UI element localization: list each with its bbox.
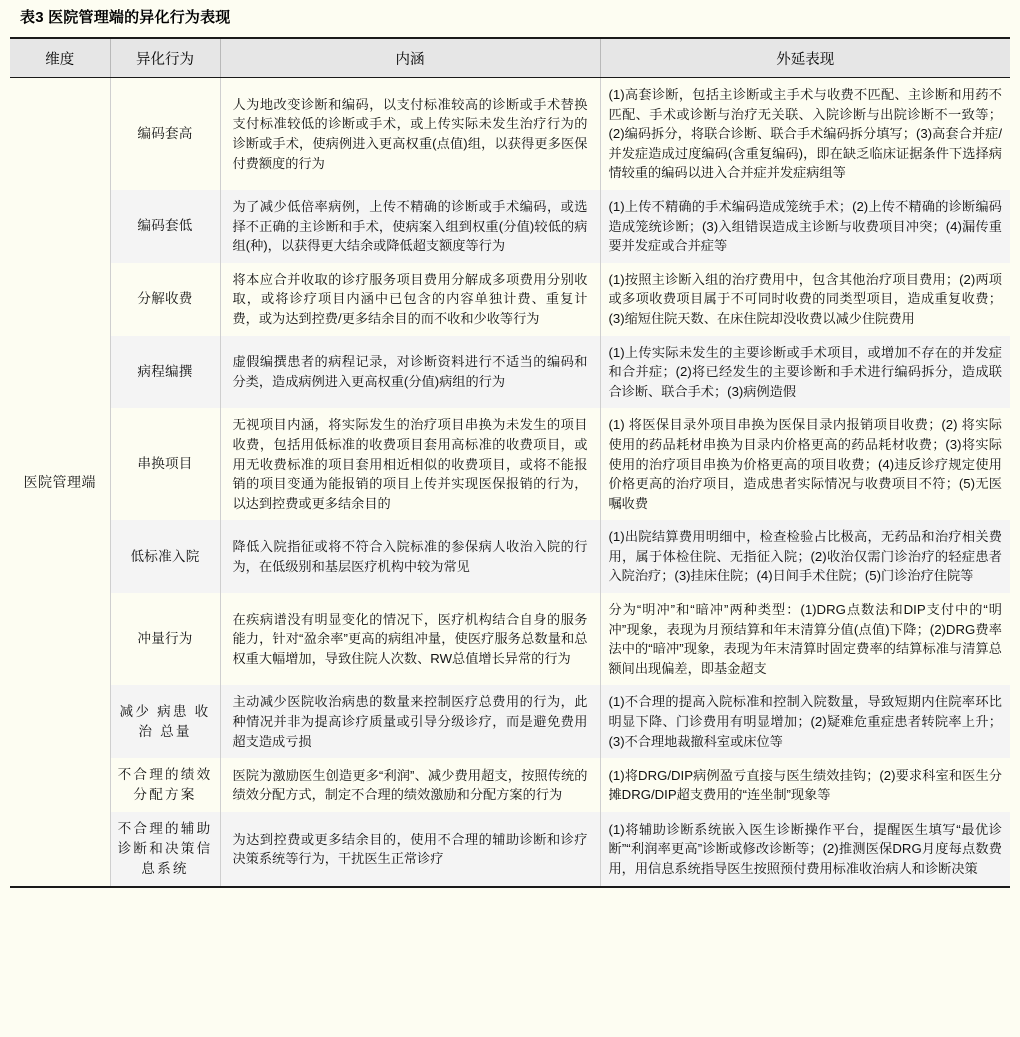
behavior-cell: 病程编撰 [110, 336, 220, 409]
column-header-connotation: 内涵 [220, 38, 600, 78]
behavior-cell: 不合理的绩效 分配方案 [110, 758, 220, 812]
extension-cell: (1)将DRG/DIP病例盈亏直接与医生绩效挂钩；(2)要求科室和医生分摊DRG/DIP超支费用的“连坐制”现象等 [600, 758, 1010, 812]
behavior-cell: 不合理的辅助 诊断和决策信 息系统 [110, 812, 220, 887]
connotation-cell: 将本应合并收取的诊疗服务项目费用分解成多项费用分别收取，或将诊疗项目内涵中已包含的内容单独计费、重复计费，或为达到控费/更多结余目的而不收和少收等行为 [220, 263, 600, 336]
table-body [10, 78, 1010, 888]
extension-cell: (1)高套诊断，包括主诊断或主手术与收费不匹配、主诊断和用药不匹配、手术或诊断与治疗无关联、入院诊断与出院诊断不一致等；(2)编码拆分，将联合诊断、联合手术编码拆分填写；(3)高套合并症/并发症造成过度编码(含重复编码)，即在缺乏临床证据条件下选择病情较重的编码以进入合并症并发症病组等 [600, 78, 1010, 190]
table-row [10, 263, 1010, 336]
extension-cell: (1)上传实际未发生的主要诊断或手术项目，或增加不存在的并发症和合并症；(2)将已经发生的主要诊断和手术进行编码拆分，造成联合诊断、联合手术；(3)病例造假 [600, 336, 1010, 409]
table-row [10, 812, 1010, 887]
extension-cell: (1)上传不精确的手术编码造成笼统手术；(2)上传不精确的诊断编码造成笼统诊断；(3)入组错误造成主诊断与收费项目冲突；(4)漏传重要并发症或合并症等 [600, 190, 1010, 263]
column-header-behavior: 异化行为 [110, 38, 220, 78]
connotation-cell: 在疾病谱没有明显变化的情况下，医疗机构结合自身的服务能力，针对“盈余率”更高的病组冲量，使医疗服务总数量和总权重大幅增加，导致住院人次数、RW总值增长异常的行为 [220, 593, 600, 685]
table-row [10, 336, 1010, 409]
connotation-cell: 无视项目内涵，将实际发生的治疗项目串换为未发生的项目收费，包括用低标准的收费项目套用高标准的收费项目，或用无收费标准的项目套用相近相似的收费项目，或将不能报销的项目变通为能报销的项目上传并实现医保报销的行为，以达到控费或更多结余目的 [220, 408, 600, 520]
connotation-cell: 医院为激励医生创造更多“利润”、减少费用超支，按照传统的绩效分配方式，制定不合理的绩效激励和分配方案的行为 [220, 758, 600, 812]
connotation-cell: 为达到控费或更多结余目的，使用不合理的辅助诊断和诊疗决策系统等行为，干扰医生正常诊疗 [220, 812, 600, 887]
connotation-cell: 降低入院指征或将不符合入院标准的参保病人收治入院的行为，在低级别和基层医疗机构中较为常见 [220, 520, 600, 593]
table-header [10, 38, 1010, 78]
extension-cell: (1)不合理的提高入院标准和控制入院数量，导致短期内住院率环比明显下降、门诊费用有明显增加；(2)疑难危重症患者转院率上升；(3)不合理地裁撤科室或床位等 [600, 685, 1010, 758]
connotation-cell: 虚假编撰患者的病程记录，对诊断资料进行不适当的编码和分类，造成病例进入更高权重(分值)病组的行为 [220, 336, 600, 409]
connotation-cell: 主动减少医院收治病患的数量来控制医疗总费用的行为，此种情况并非为提高诊疗质量或引导分级诊疗，而是避免费用超支造成亏损 [220, 685, 600, 758]
table-row [10, 408, 1010, 520]
table-caption: 表3 医院管理端的异化行为表现 [20, 9, 231, 26]
behavior-cell: 减少 病患 收治 总量 [110, 685, 220, 758]
column-header-extension: 外延表现 [600, 38, 1010, 78]
table-row [10, 78, 1010, 190]
alienation-behavior-table [10, 37, 1010, 888]
behavior-cell: 串换项目 [110, 408, 220, 520]
extension-cell: (1)出院结算费用明细中，检查检验占比极高，无药品和治疗相关费用，属于体检住院、无指征入院；(2)收治仅需门诊治疗的轻症患者入院治疗；(3)挂床住院；(4)日间手术住院；(5)门诊治疗住院等 [600, 520, 1010, 593]
behavior-cell: 冲量行为 [110, 593, 220, 685]
connotation-cell: 人为地改变诊断和编码，以支付标准较高的诊断或手术替换支付标准较低的诊断或手术，或上传实际未发生治疗行为的诊断或手术，使病例进入更高权重(点值)组，以获得更多医保付费额度的行为 [220, 78, 600, 190]
dimension-cell [10, 78, 110, 888]
extension-cell: (1) 将医保目录外项目串换为医保目录内报销项目收费；(2) 将实际使用的药品耗材串换为目录内价格更高的药品耗材收费；(3)将实际使用的治疗项目串换为价格更高的项目收费；(4)违反诊疗规定使用价格更高的治疗项目，造成患者实际情况与收费项目不符；(5)无医嘱收费 [600, 408, 1010, 520]
extension-cell: 分为“明冲”和“暗冲”两种类型：(1)DRG点数法和DIP支付中的“明冲”现象，表现为月预结算和年末清算分值(点值)下降；(2)DRG费率法中的“暗冲”现象，表现为年末清算时固定费率的结算标准与清算总额间出现偏差，即基金超支 [600, 593, 1010, 685]
table-row [10, 685, 1010, 758]
table-row [10, 758, 1010, 812]
connotation-cell: 为了减少低倍率病例，上传不精确的诊断或手术编码，或选择不正确的主诊断和手术，使病案入组到权重(分值)较低的病组(种)，以获得更大结余或降低超支额度等行为 [220, 190, 600, 263]
behavior-cell: 低标准入院 [110, 520, 220, 593]
table-row [10, 190, 1010, 263]
header-row [10, 38, 1010, 78]
table-row [10, 593, 1010, 685]
extension-cell: (1)按照主诊断入组的治疗费用中，包含其他治疗项目费用；(2)两项或多项收费项目属于不可同时收费的同类型项目，造成重复收费；(3)缩短住院天数、在床住院却没收费以减少住院费用 [600, 263, 1010, 336]
behavior-cell: 分解收费 [110, 263, 220, 336]
column-header-dimension: 维度 [10, 38, 110, 78]
behavior-cell: 编码套高 [110, 78, 220, 190]
behavior-cell: 编码套低 [110, 190, 220, 263]
dimension-label: 医院管理端 [23, 473, 96, 490]
table-row [10, 520, 1010, 593]
extension-cell: (1)将辅助诊断系统嵌入医生诊断操作平台，提醒医生填写“最优诊断”“利润率更高”诊断或修改诊断等；(2)推测医保DRG月度每点数费用，用信息系统指导医生按照预付费用标准收治病人和诊断决策 [600, 812, 1010, 887]
